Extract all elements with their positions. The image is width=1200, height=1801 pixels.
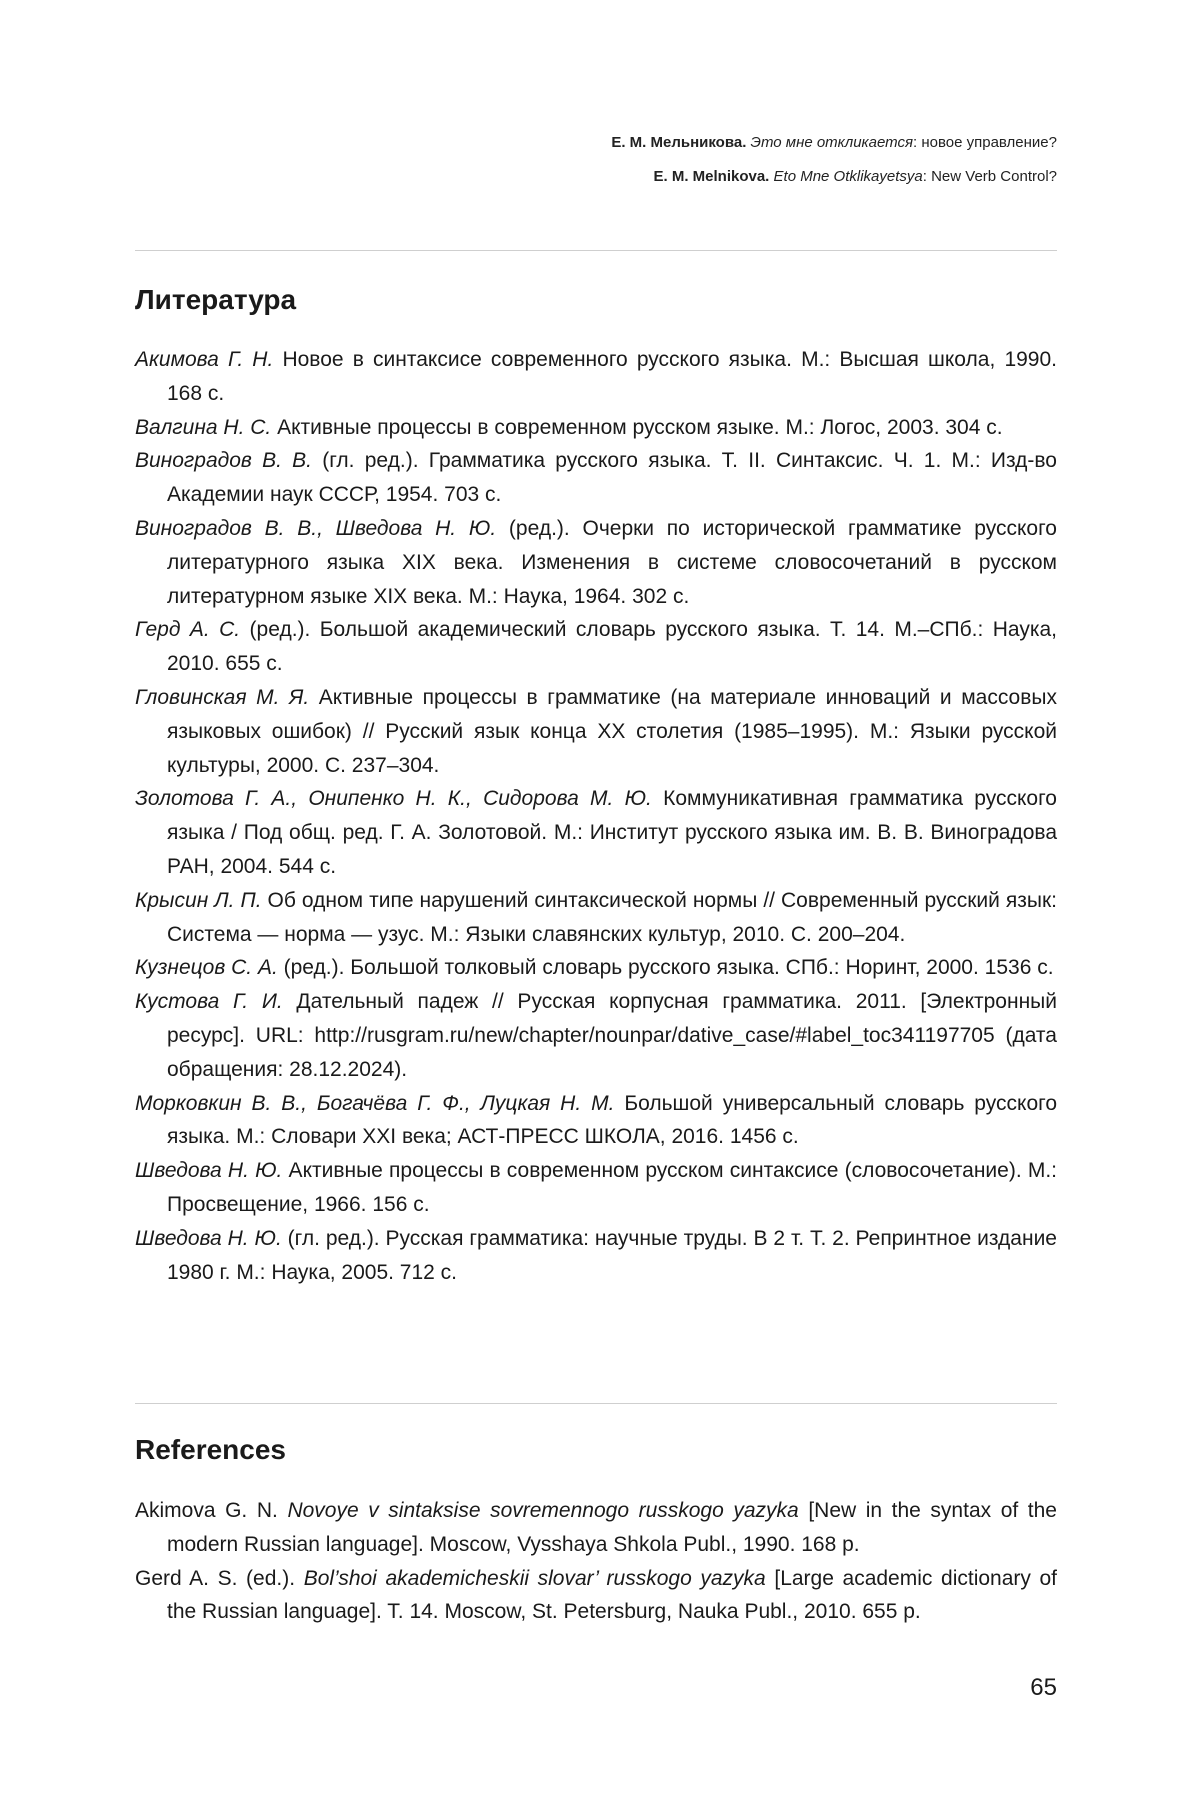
entry-text: (гл. ред.). Грамматика русского языка. Т. II. Синтаксис. Ч. 1. М.: Изд-во Академии наук СССР, 1954. 703 с. (167, 449, 1057, 507)
bibliography-entry (135, 1087, 1057, 1155)
bibliography-entry (135, 782, 1057, 883)
running-head-author: E. M. Melnikova. (653, 168, 770, 185)
entry-text: Активные процессы в грамматике (на материале инноваций и массовых языковых ошибок) // Русский язык конца XX столетия (1985–1995). М.: Языки русской культуры, 2000. С. 237–304. (167, 685, 1057, 777)
running-head-title-rest: : New Verb Control? (922, 168, 1057, 185)
bibliography-entry (135, 411, 1057, 445)
reference-entry (135, 1494, 1057, 1562)
entry-text: Активные процессы в современном русском языке. М.: Логос, 2003. 304 с. (271, 415, 1003, 439)
entry-authors: Валгина Н. С. (135, 415, 272, 439)
entry-rest: [New in the syntax of the modern Russian language]. Moscow, Vysshaya Shkola Publ., 1990. 168 p. (167, 1499, 1057, 1556)
bibliography-entry (135, 681, 1057, 782)
entry-rest: [Large academic dictionary of the Russian language]. T. 14. Moscow, St. Petersburg, Nauka Publ., 2010. 655 p. (167, 1566, 1058, 1624)
entry-text: (ред.). Большой толковый словарь русского языка. СПб.: Норинт, 2000. 1536 с. (277, 956, 1054, 980)
running-head (611, 126, 1057, 194)
entry-text: Большой универсальный словарь русского языка. М.: Словари XXI века; АСТ-ПРЕСС ШКОЛА, 2016. 1456 с. (167, 1091, 1057, 1149)
bibliography-entry (135, 985, 1057, 1086)
references-list (135, 1494, 1057, 1629)
reference-entry (135, 1562, 1057, 1630)
entry-authors: Герд А. С. (135, 618, 241, 642)
entry-text: Об одном типе нарушений синтаксической нормы // Современный русский язык: Система — норма — узус. М.: Языки славянских культур, 2010. С. 200–204. (167, 888, 1057, 946)
bibliography-entry (135, 951, 1057, 985)
entry-authors: Виноградов В. В. (135, 449, 313, 473)
bibliography-entry (135, 884, 1057, 952)
page-number: 65 (1030, 1674, 1057, 1701)
entry-author: Gerd A. S. (ed.). (135, 1566, 304, 1590)
entry-text: Новое в синтаксисе современного русского языка. М.: Высшая школа, 1990. 168 с. (167, 348, 1057, 405)
references-heading: References (135, 1434, 286, 1465)
entry-author: Akimova G. N. (135, 1499, 288, 1522)
entry-title: Novoye v sintaksise sovremennogo russkogo yazyka (287, 1499, 799, 1522)
literature-heading: Литература (135, 284, 297, 315)
running-head-title-rest: : новое управление? (913, 134, 1057, 151)
bibliography-entry (135, 1154, 1057, 1222)
entry-authors: Акимова Г. Н. (135, 348, 274, 371)
running-head-author: Е. М. Мельникова. (611, 134, 747, 151)
entry-text: (ред.). Большой академический словарь русского языка. Т. 14. М.–СПб.: Наука, 2010. 655 с. (167, 618, 1057, 676)
entry-authors: Шведова Н. Ю. (135, 1159, 283, 1183)
entry-authors: Золотова Г. А., Онипенко Н. К., Сидорова М. Ю. (135, 787, 652, 811)
section-divider (135, 250, 1057, 251)
entry-authors: Крысин Л. П. (135, 888, 262, 912)
running-head-en (611, 160, 1057, 194)
bibliography-entry (135, 512, 1057, 613)
entry-authors: Кустова Г. И. (135, 990, 283, 1014)
entry-authors: Морковкин В. В., Богачёва Г. Ф., Луцкая Н. М. (135, 1091, 615, 1115)
running-head-ru (611, 126, 1057, 160)
entry-text: (гл. ред.). Русская грамматика: научные труды. В 2 т. Т. 2. Репринтное издание 1980 г. М.: Наука, 2005. 712 с. (167, 1226, 1057, 1284)
bibliography-entry (135, 343, 1057, 411)
entry-text: Коммуникативная грамматика русского языка / Под общ. ред. Г. А. Золотовой. М.: Институт русского языка им. В. В. Виноградова РАН, 2004. 544 с. (167, 787, 1057, 878)
entry-text: (ред.). Очерки по исторической грамматике русского литературного языка XIX века. Изменения в системе словосочетаний в русском литературном языке XIX века. М.: Наука, 1964. 302 с. (167, 516, 1057, 608)
running-head-title-italic: Eto Mne Otklikayetsya (773, 168, 923, 185)
entry-text: Дательный падеж // Русская корпусная грамматика. 2011. [Электронный ресурс]. URL: http://rusgram.ru/new/chapter/nounpar/dative_case/#label_toc341197705 (дата обращения: 28.12.2024). (167, 990, 1058, 1081)
entry-authors: Кузнецов С. А. (135, 956, 278, 980)
entry-authors: Шведова Н. Ю. (135, 1226, 282, 1250)
section-divider (135, 1403, 1057, 1404)
running-head-title-italic: Это мне откликается (750, 134, 913, 151)
bibliography-entry (135, 444, 1057, 512)
entry-text: Активные процессы в современном русском синтаксисе (словосочетание). М.: Просвещение, 1966. 156 с. (167, 1159, 1057, 1216)
entry-authors: Гловинская М. Я. (135, 685, 310, 709)
literature-list (135, 343, 1057, 1289)
entry-title: Bol’shoi akademicheskii slovar’ russkogo yazyka (303, 1566, 766, 1590)
entry-authors: Виноградов В. В., Шведова Н. Ю. (135, 516, 497, 540)
bibliography-entry (135, 1222, 1057, 1290)
bibliography-entry (135, 613, 1057, 681)
